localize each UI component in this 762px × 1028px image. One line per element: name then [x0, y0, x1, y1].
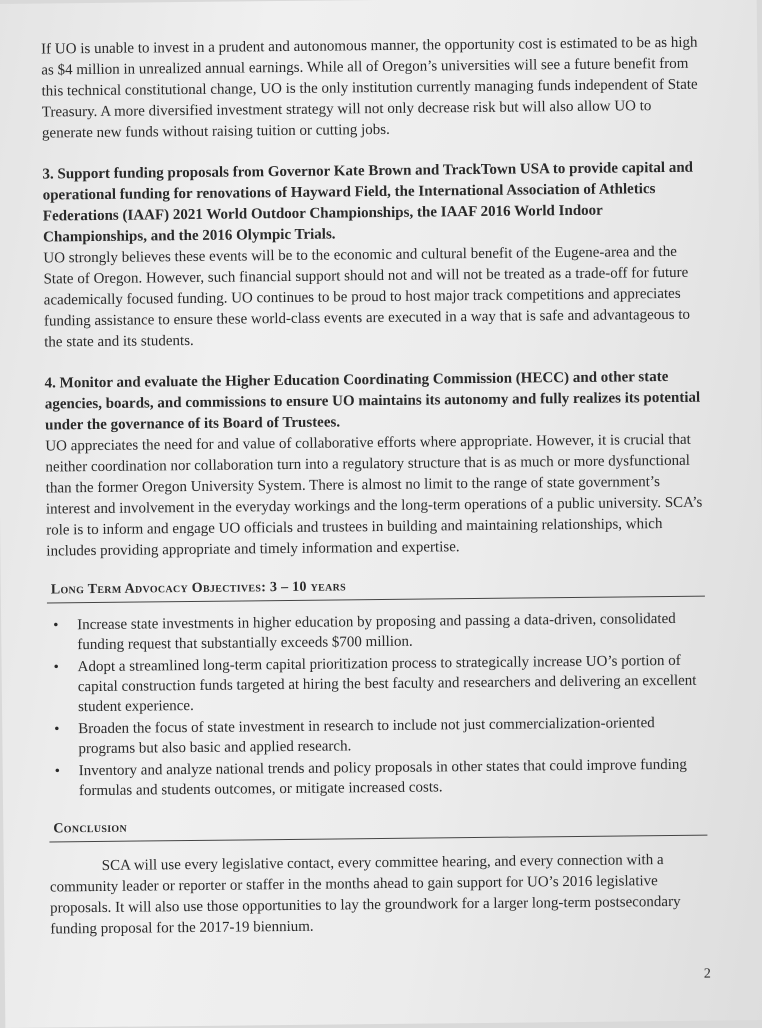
list-item: • Increase state investments in higher education by proposing and passing a data-driven, consolidated funding request that substantially exceeds $700 million.: [77, 609, 705, 656]
long-term-objectives-heading: Long Term Advocacy Objectives: 3 – 10 years: [47, 576, 705, 604]
page-number: 2: [703, 966, 711, 982]
list-item: • Inventory and analyze national trends and policy proposals in other states that could improve funding formulas and students outcomes, or mitigate increased costs.: [79, 755, 707, 802]
list-item: • Adopt a streamlined long-term capital prioritization process to strategically increase UO’s portion of capital construction funds targeted at hiring the best faculty and researchers and delivering an excellent student experience.: [78, 651, 707, 718]
opening-paragraph: If UO is unable to invest in a prudent and autonomous manner, the opportunity cost is estimated to be as high as $4 million in unrealized annual earnings. While all of Oregon’s universities will see a future benefit from this technical constitutional change, UO is the only institution currently managing funds independent of State Treasury. A more diversified investment strategy will not only decrease risk but will also allow UO to generate new funds without raising tuition or cutting jobs.: [41, 34, 698, 142]
section-3: [42, 158, 702, 354]
section-4-body: UO appreciates the need for and value of collaborative efforts where appropriate. However, it is crucial that neither coordination nor collaboration turn into a regulatory structure that is as much or more dysfunctional than the former Oregon University System. There is almost no limit to the range of state government’s interest and involvement in the everyday workings and the long-term operations of a public university. SCA’s role is to inform and engage UO officials and trustees in building and maintaining relationships, which includes providing appropriate and timely information and expertise.: [45, 431, 703, 560]
section-3-body: UO strongly believes these events will be to the economic and cultural benefit of the Eugene-area and the State of Oregon. However, such financial support should not and will not be treated as a trade-off for future academically focused funding. UO continues to be proud to host major track competitions and appreciates funding assistance to ensure these world-class events are executed in a way that is safe and advantageous to the state and its students.: [43, 243, 691, 351]
list-item: • Broaden the focus of state investment in research to include not just commercialization-oriented programs but also basic and applied research.: [78, 713, 706, 760]
section-4: [45, 367, 705, 563]
section-3-heading: 3. Support funding proposals from Governor Kate Brown and TrackTown USA to provide capital and operational funding for renovations of Hayward Field, the International Association of Athletics Federations (IAAF) 2021 World Outdoor Championships, the IAAF 2016 World Indoor Championships, and the 2016 Olympic Trials.: [42, 159, 694, 246]
conclusion-heading: Conclusion: [49, 815, 707, 843]
section-4-heading: 4. Monitor and evaluate the Higher Education Coordinating Commission (HECC) and other state agencies, boards, and commissions to ensure UO maintains its autonomy and fully realizes its potential under the governance of its Board of Trustees.: [44, 368, 701, 434]
long-term-objectives-list: [47, 609, 707, 802]
conclusion-body: SCA will use every legislative contact, every committee hearing, and every connection with a community leader or reporter or staffer in the months ahead to gain support for UO’s 2016 legislative proposals. It will also use those opportunities to lay the groundwork for a larger long-term postsecondary funding proposal for the 2017-19 biennium.: [49, 852, 681, 938]
